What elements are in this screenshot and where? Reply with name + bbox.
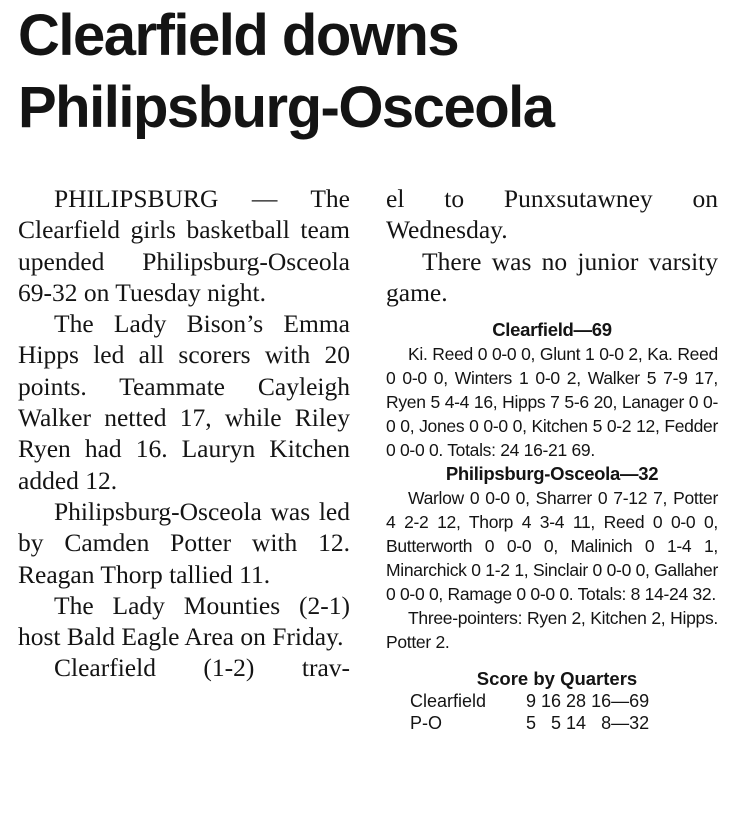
story-paragraph: Philipsburg-Osceola was led by Camden Potter with 12. Reagan Thorp tallied 11. bbox=[18, 496, 350, 589]
quarter-score: 5 bbox=[526, 713, 537, 734]
story-paragraph: There was no junior varsity game. bbox=[386, 246, 718, 307]
quarter-score: 16 bbox=[541, 691, 562, 712]
home-team-header: Clearfield—69 bbox=[492, 319, 612, 341]
table-row bbox=[410, 690, 649, 712]
home-team-stats: Ki. Reed 0 0-0 0, Glunt 1 0-0 2, Ka. Reed 0 0-0 0, Winters 1 0-0 2, Walker 5 7-9 17, Ryen 5 4-4 16, Hipps 7 5-6 20, Lanager 0 0-0 0, Jones 0 0-0 0, Kitchen 5 0-2 12, Fedder 0 0-0 0. Totals: 24 16-21 69. bbox=[386, 344, 718, 461]
quarter-score: 8 bbox=[601, 713, 612, 734]
final-score: —69 bbox=[611, 691, 650, 712]
score-by-quarters-table bbox=[410, 690, 649, 734]
table-row bbox=[410, 712, 649, 734]
team-name: Clearfield bbox=[410, 691, 487, 712]
story-paragraph: The Lady Bison’s Emma Hipps led all scorers with 20 points. Teammate Cayleigh Walker netted 17, while Riley Ryen had 16. Lauryn Kitchen added 12. bbox=[18, 309, 350, 495]
quarter-score: 9 bbox=[526, 691, 537, 712]
headline: Clearfield downs Philipsburg-Osceola bbox=[18, 3, 554, 140]
story-left-column bbox=[18, 183, 350, 684]
story-right-column bbox=[386, 183, 718, 734]
quarter-score: 16 bbox=[591, 691, 612, 712]
score-by-quarters-title: Score by Quarters bbox=[476, 668, 638, 690]
quarter-score: 5 bbox=[551, 713, 562, 734]
story-paragraph: PHILIPSBURG — The Clearfield girls basketball team upended Philipsburg-Osceola 69-32 on Tuesday night. bbox=[18, 184, 350, 307]
final-score: —32 bbox=[611, 713, 650, 734]
story-paragraph: The Lady Mounties (2-1) host Bald Eagle Area on Friday. bbox=[18, 590, 350, 652]
box-score bbox=[386, 318, 718, 654]
away-team-stats: Warlow 0 0-0 0, Sharrer 0 7-12 7, Potter 4 2-2 12, Thorp 4 3-4 11, Reed 0 0-0 0, Butterworth 0 0-0 0, Malinich 0 1-4 1, Minarchick 0 1-2 1, Sinclair 0 0-0 0, Gallaher 0 0-0 0, Ramage 0 0-0 0. Totals: 8 14-24 32. bbox=[386, 488, 718, 605]
story-continuation bbox=[386, 183, 718, 308]
quarter-score: 28 bbox=[566, 691, 587, 712]
three-pointers: Three-pointers: Ryen 2, Kitchen 2, Hipps. Potter 2. bbox=[386, 608, 718, 653]
story-paragraph: el to Punxsutawney on Wednesday. bbox=[386, 184, 718, 245]
away-team-header: Philipsburg-Osceola—32 bbox=[445, 463, 659, 485]
team-name: P-O bbox=[410, 713, 443, 734]
score-by-quarters bbox=[386, 668, 718, 734]
quarter-score: 14 bbox=[566, 713, 587, 734]
story-paragraph: Clearfield (1-2) trav- bbox=[54, 653, 350, 683]
